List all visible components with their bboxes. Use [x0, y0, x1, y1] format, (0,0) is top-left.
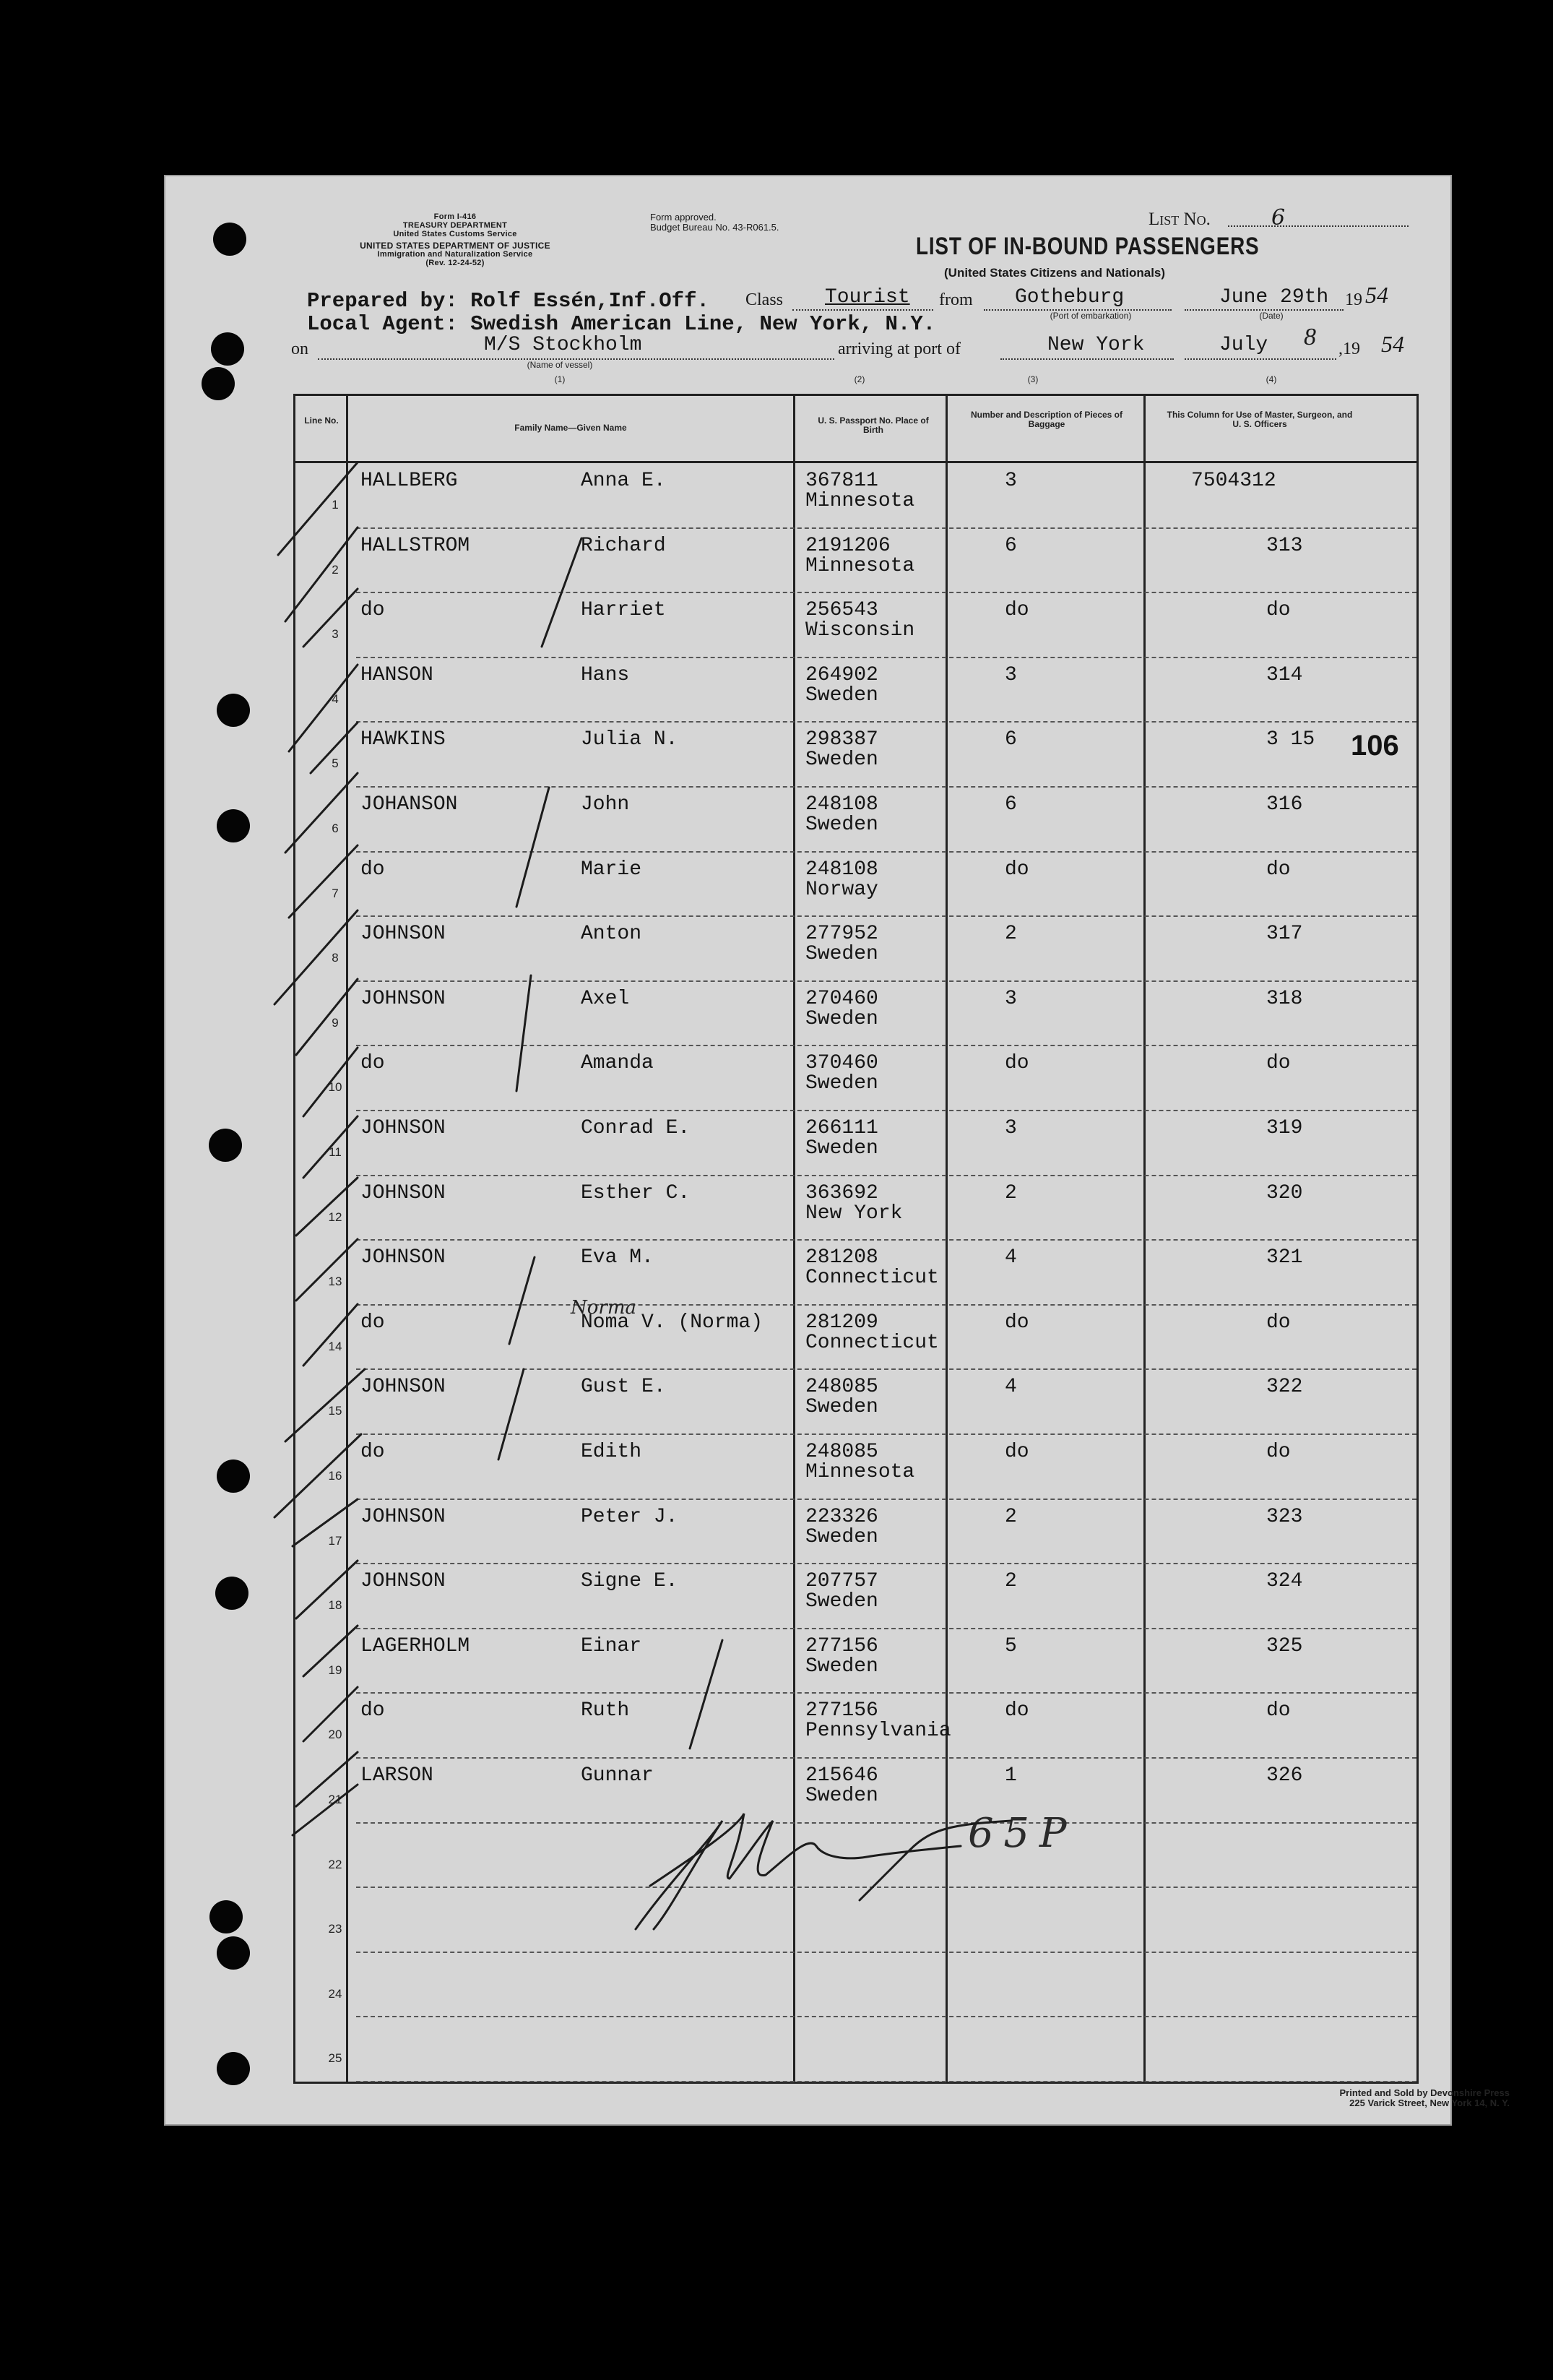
- list-number-line: [1228, 225, 1409, 227]
- family-name: do: [360, 1311, 385, 1334]
- officer-number: 319: [1266, 1117, 1303, 1139]
- family-name: LAGERHOLM: [360, 1634, 470, 1657]
- header-name: Family Name—Given Name: [514, 423, 627, 433]
- handwritten-norma-note: Norma: [571, 1297, 636, 1319]
- passport-number: 367811: [805, 470, 878, 492]
- family-name: JOHNSON: [360, 1117, 446, 1139]
- year-value-1: 54: [1365, 282, 1388, 308]
- year-value-2: 54: [1381, 331, 1404, 357]
- baggage-count: 2: [1005, 1181, 1017, 1204]
- binder-hole: [213, 223, 246, 256]
- year-prefix-1: 19: [1345, 290, 1362, 309]
- header-officers: This Column for Use of Master, Surgeon, and U. S. Officers: [1167, 410, 1353, 429]
- table-row: [295, 1823, 1416, 1889]
- column-number-1: (1): [554, 374, 566, 384]
- baggage-count: do: [1005, 1052, 1029, 1075]
- table-row: [295, 1629, 1416, 1694]
- place-of-birth: Sweden: [805, 1072, 878, 1095]
- officer-number: 324: [1266, 1570, 1303, 1593]
- line-number: 12: [328, 1210, 342, 1224]
- given-name: Gunnar: [581, 1764, 654, 1787]
- line-number: 17: [328, 1533, 342, 1548]
- family-name: do: [360, 599, 385, 622]
- binder-hole: [209, 1900, 243, 1933]
- given-name: Richard: [581, 534, 666, 557]
- passport-number: 281208: [805, 1246, 878, 1269]
- officer-number: 313: [1266, 534, 1303, 557]
- table-row: [295, 2017, 1416, 2082]
- line-number: 15: [328, 1404, 342, 1418]
- place-of-birth: Sweden: [805, 814, 878, 836]
- baggage-count: 6: [1005, 728, 1017, 751]
- place-of-birth: Sweden: [805, 1396, 878, 1419]
- table-row: [295, 1693, 1416, 1759]
- place-of-birth: Minnesota: [805, 490, 915, 512]
- officer-number: 316: [1266, 793, 1303, 816]
- passport-number: 277952: [805, 923, 878, 946]
- place-of-birth: Sweden: [805, 1137, 878, 1160]
- column-number-3: (3): [1027, 374, 1039, 384]
- passport-number: 281209: [805, 1311, 878, 1334]
- table-row: [295, 1111, 1416, 1176]
- arrival-port: New York: [1047, 334, 1145, 356]
- binder-hole: [217, 1460, 250, 1493]
- customs-service: United States Customs Service: [393, 230, 517, 238]
- passport-number: 248108: [805, 858, 878, 881]
- table-row: [295, 722, 1416, 788]
- passport-number: 370460: [805, 1052, 878, 1075]
- line-number: 20: [328, 1728, 342, 1742]
- line-number: 4: [332, 691, 339, 706]
- binder-hole: [209, 1129, 242, 1162]
- class-line: [792, 309, 933, 311]
- form-approved: Form approved.: [650, 212, 717, 223]
- baggage-count: 1: [1005, 1764, 1017, 1787]
- line-number: 14: [328, 1339, 342, 1353]
- given-name: Peter J.: [581, 1505, 678, 1528]
- place-of-birth: Sweden: [805, 1007, 878, 1030]
- table-row: [295, 852, 1416, 918]
- printer-line-1: Printed and Sold by Devonshire Press: [1339, 2087, 1510, 2098]
- given-name: Einar: [581, 1634, 642, 1657]
- given-name: John: [581, 793, 630, 816]
- date-caption: (Date): [1259, 311, 1284, 321]
- row-rule: [356, 2081, 1416, 2082]
- passport-number: 266111: [805, 1117, 878, 1139]
- officer-number: 3 15: [1266, 728, 1315, 751]
- given-name: Conrad E.: [581, 1117, 691, 1139]
- table-row: [295, 1305, 1416, 1371]
- officer-number: 318: [1266, 987, 1303, 1010]
- vessel-name: M/S Stockholm: [484, 334, 642, 356]
- given-name: Noma V. (Norma): [581, 1311, 763, 1334]
- officer-number: do: [1266, 1052, 1291, 1075]
- printer-credit: [1339, 2088, 1510, 2108]
- table-row: [295, 1434, 1416, 1500]
- line-number: 10: [328, 1080, 342, 1095]
- passport-number: 277156: [805, 1699, 878, 1723]
- line-number: 23: [328, 1922, 342, 1936]
- binder-hole: [202, 367, 235, 400]
- table-row: [295, 592, 1416, 658]
- family-name: JOHNSON: [360, 987, 446, 1010]
- line-number: 22: [328, 1857, 342, 1871]
- line-number: 16: [328, 1469, 342, 1483]
- passport-number: 248085: [805, 1441, 878, 1463]
- header-passport: U. S. Passport No. Place of Birth: [818, 415, 929, 435]
- table-row: [295, 1369, 1416, 1435]
- list-number-value: 6: [1271, 205, 1286, 230]
- line-number: 25: [328, 2051, 342, 2066]
- from-label: from: [939, 290, 973, 309]
- binder-hole: [217, 694, 250, 727]
- given-name: Amanda: [581, 1052, 654, 1075]
- passport-number: 248108: [805, 793, 878, 816]
- treasury-department: TREASURY DEPARTMENT: [402, 221, 508, 230]
- year-prefix-2: ,19: [1338, 340, 1360, 358]
- arrival-month: July: [1219, 334, 1268, 356]
- officer-number: do: [1266, 1441, 1291, 1463]
- form-number: Form I-416: [433, 212, 477, 221]
- list-number-label: List No.: [1148, 210, 1211, 229]
- place-of-birth: Minnesota: [805, 1461, 915, 1483]
- passenger-table: [293, 394, 1419, 2084]
- family-name: JOHNSON: [360, 1246, 446, 1269]
- family-name: JOHANSON: [360, 793, 458, 816]
- passport-number: 215646: [805, 1764, 878, 1787]
- binder-hole: [211, 332, 244, 366]
- table-row: [295, 1499, 1416, 1565]
- justice-department: UNITED STATES DEPARTMENT OF JUSTICE: [360, 241, 550, 251]
- form-agency-block: [285, 212, 625, 267]
- given-name: Signe E.: [581, 1570, 678, 1593]
- passport-number: 223326: [805, 1505, 878, 1528]
- binder-hole: [217, 1936, 250, 1970]
- officer-number: 325: [1266, 1634, 1303, 1657]
- place-of-birth: Sweden: [805, 1525, 878, 1548]
- baggage-count: do: [1005, 858, 1029, 881]
- place-of-birth: Sweden: [805, 749, 878, 772]
- given-name: Ruth: [581, 1699, 630, 1723]
- local-agent: Local Agent: Swedish American Line, New York, N.Y.: [307, 312, 936, 336]
- line-number: 8: [332, 951, 339, 965]
- given-name: Anna E.: [581, 470, 666, 492]
- revision-date: (Rev. 12-24-52): [425, 259, 485, 267]
- baggage-count: 6: [1005, 793, 1017, 816]
- page-subtitle: (United States Citizens and Nationals): [944, 266, 1166, 280]
- place-of-birth: New York: [805, 1202, 903, 1225]
- column-number-2: (2): [854, 374, 865, 384]
- given-name: Anton: [581, 923, 642, 946]
- baggage-count: 4: [1005, 1246, 1017, 1269]
- baggage-count: 3: [1005, 470, 1017, 492]
- officer-number: do: [1266, 1699, 1291, 1723]
- table-row: [295, 916, 1416, 982]
- place-of-birth: Connecticut: [805, 1331, 939, 1354]
- vessel-caption: (Name of vessel): [527, 360, 593, 370]
- baggage-count: 2: [1005, 923, 1017, 946]
- arrival-date-line: [1185, 358, 1336, 360]
- given-name: Harriet: [581, 599, 666, 622]
- family-name: HALLSTROM: [360, 534, 470, 557]
- table-row: [295, 463, 1416, 529]
- table-row: [295, 1045, 1416, 1111]
- embarkation-date: June 29th: [1219, 286, 1329, 309]
- header-baggage: Number and Description of Pieces of Baggage: [970, 410, 1123, 429]
- line-number: 5: [332, 756, 339, 771]
- family-name: do: [360, 1441, 385, 1463]
- given-name: Hans: [581, 663, 630, 686]
- table-row: [295, 1758, 1416, 1824]
- given-name: Axel: [581, 987, 630, 1010]
- place-of-birth: Connecticut: [805, 1267, 939, 1290]
- binder-hole: [217, 2052, 250, 2085]
- arrival-day: 8: [1304, 324, 1316, 350]
- port-embarkation-caption: (Port of embarkation): [1050, 311, 1132, 321]
- arrival-port-line: [1000, 358, 1174, 360]
- officer-number: do: [1266, 1311, 1291, 1334]
- family-name: JOHNSON: [360, 1376, 446, 1399]
- officer-number: 322: [1266, 1376, 1303, 1399]
- signature-tally: 6 5 P: [968, 1810, 1065, 1857]
- place-of-birth: Pennsylvania: [805, 1720, 951, 1743]
- given-name: Gust E.: [581, 1376, 666, 1399]
- officer-number: 326: [1266, 1764, 1303, 1787]
- baggage-count: 6: [1005, 534, 1017, 557]
- baggage-count: 5: [1005, 1634, 1017, 1657]
- family-name: do: [360, 1052, 385, 1075]
- place-of-birth: Sweden: [805, 943, 878, 966]
- immigration-service: Immigration and Naturalization Service: [377, 250, 533, 259]
- class-label: Class: [745, 290, 784, 309]
- class-value: Tourist: [825, 286, 910, 309]
- place-of-birth: Minnesota: [805, 554, 915, 577]
- page-title: LIST OF IN-BOUND PASSENGERS: [916, 233, 1260, 260]
- line-number: 7: [332, 886, 339, 900]
- line-number: 1: [332, 498, 339, 512]
- baggage-count: 2: [1005, 1570, 1017, 1593]
- family-name: HALLBERG: [360, 470, 458, 492]
- header-line-no: Line No.: [304, 415, 339, 426]
- place-of-birth: Sweden: [805, 1590, 878, 1613]
- officer-number: 321: [1266, 1246, 1303, 1269]
- officer-number: do: [1266, 858, 1291, 881]
- line-number: 9: [332, 1015, 339, 1030]
- place-of-birth: Sweden: [805, 1785, 878, 1807]
- line-number: 11: [329, 1145, 342, 1159]
- binder-hole: [215, 1577, 248, 1610]
- table-row: [295, 1240, 1416, 1306]
- passport-number: 270460: [805, 987, 878, 1010]
- family-name: JOHNSON: [360, 1505, 446, 1528]
- place-of-birth: Norway: [805, 878, 878, 901]
- table-row: [295, 1887, 1416, 1953]
- passport-number: 264902: [805, 663, 878, 686]
- given-name: Julia N.: [581, 728, 678, 751]
- passport-number: 2191206: [805, 534, 891, 557]
- prepared-by: Prepared by: Rolf Essén,Inf.Off.: [307, 289, 709, 313]
- binder-hole: [217, 809, 250, 842]
- budget-bureau-number: Budget Bureau No. 43-R061.5.: [650, 222, 779, 233]
- family-name: do: [360, 1699, 385, 1723]
- officer-number: 320: [1266, 1181, 1303, 1204]
- form-approval-block: [650, 212, 779, 233]
- family-name: do: [360, 858, 385, 881]
- table-header: [295, 396, 1416, 463]
- line-number: 21: [328, 1793, 342, 1806]
- baggage-count: 3: [1005, 663, 1017, 686]
- officer-number: 317: [1266, 923, 1303, 946]
- table-row: [295, 1952, 1416, 2018]
- baggage-count: do: [1005, 1441, 1029, 1463]
- given-name: Marie: [581, 858, 642, 881]
- family-name: HANSON: [360, 663, 433, 686]
- port-of-embarkation: Gotheburg: [1015, 286, 1125, 309]
- line-number: 18: [328, 1598, 342, 1613]
- arriving-label: arriving at port of: [838, 340, 961, 358]
- baggage-count: 3: [1005, 987, 1017, 1010]
- printer-line-2: 225 Varick Street, New York 14, N. Y.: [1349, 2097, 1510, 2108]
- family-name: JOHNSON: [360, 1570, 446, 1593]
- baggage-count: 3: [1005, 1117, 1017, 1139]
- family-name: JOHNSON: [360, 923, 446, 946]
- line-number: 19: [328, 1663, 342, 1677]
- officer-number: 314: [1266, 663, 1303, 686]
- line-number: 2: [332, 562, 339, 577]
- family-name: JOHNSON: [360, 1181, 446, 1204]
- passport-number: 363692: [805, 1181, 878, 1204]
- table-row: [295, 1564, 1416, 1629]
- passport-number: 277156: [805, 1634, 878, 1657]
- given-name: Edith: [581, 1441, 642, 1463]
- table-row: [295, 787, 1416, 853]
- line-number: 13: [328, 1275, 342, 1289]
- baggage-count: do: [1005, 599, 1029, 622]
- stamp-number: 106: [1351, 730, 1399, 762]
- column-number-4: (4): [1266, 374, 1277, 384]
- passport-number: 248085: [805, 1376, 878, 1399]
- family-name: LARSON: [360, 1764, 433, 1787]
- on-label: on: [291, 340, 308, 358]
- officer-number: 323: [1266, 1505, 1303, 1528]
- passport-number: 298387: [805, 728, 878, 751]
- baggage-count: 2: [1005, 1505, 1017, 1528]
- line-number: 3: [332, 627, 339, 642]
- line-number: 24: [328, 1986, 342, 2001]
- place-of-birth: Wisconsin: [805, 619, 915, 642]
- given-name: Eva M.: [581, 1246, 654, 1269]
- baggage-count: 4: [1005, 1376, 1017, 1399]
- baggage-count: do: [1005, 1699, 1029, 1723]
- passport-number: 256543: [805, 599, 878, 622]
- passport-number: 207757: [805, 1570, 878, 1593]
- table-row: [295, 1176, 1416, 1241]
- officer-number: do: [1266, 599, 1291, 622]
- table-row: [295, 657, 1416, 723]
- given-name: Esther C.: [581, 1181, 691, 1204]
- baggage-count: do: [1005, 1311, 1029, 1334]
- officer-number: 7504312: [1191, 470, 1276, 492]
- table-row: [295, 528, 1416, 594]
- line-number: 6: [332, 822, 339, 835]
- family-name: HAWKINS: [360, 728, 446, 751]
- place-of-birth: Sweden: [805, 1655, 878, 1678]
- table-row: [295, 981, 1416, 1047]
- place-of-birth: Sweden: [805, 684, 878, 707]
